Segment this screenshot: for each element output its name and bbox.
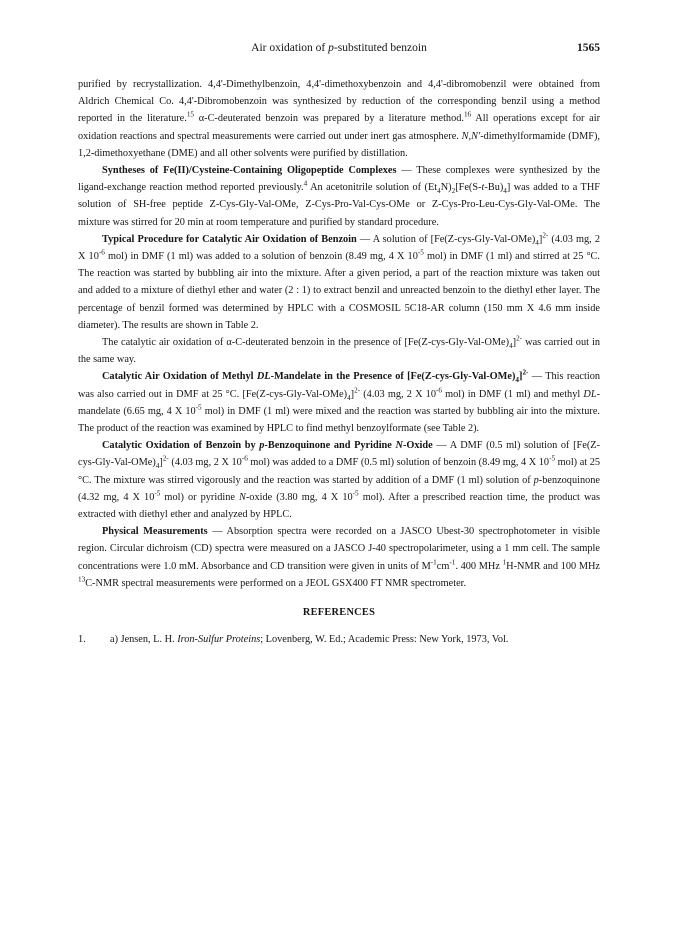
page-body	[78, 76, 600, 649]
section-heading-typical-procedure: Typical Procedure for Catalytic Air Oxidation of Benzoin	[102, 233, 357, 245]
paragraph-benzoquinone: Catalytic Oxidation of Benzoin by p-Benzoquinone and Pyridine N-Oxide — A DMF (0.5 ml) solution of $[Fe(Z-cys-Gly-Val-OMe)_4]^{2-}$ (4.03 mg, 2 X $10^{-6}$ mol) was added to a DMF (0.5 ml) solution of benzoin (8.49 mg, 4 X $10^{-5}$ mol) at 25 °C. The mixture was stirred vigorously and the reaction was started by addition of a DMF (1 ml) solution of p-benzoquinone (4.32 mg, 4 X $10^{-5}$ mol) or pyridine N-oxide (3.80 mg, 4 X $10^{-5}$ mol). After a prescribed reaction time, the product was extracted with diethyl ether and analyzed by HPLC.	[78, 440, 600, 521]
paragraph-materials: purified by recrystallization. 4,4'-Dimethylbenzoin, 4,4'-dimethoxybenzoin and 4,4'-dibromobenzil were obtained from Aldrich Chemical Co. 4,4'-Dibromobenzoin was synthesized by reduction of the corresponding benzil using a method reported in the literature.$^{15}$ α-C-deuterated benzoin was prepared by a literature method.$^{16}$ All operations except for air oxidation reactions and spectral measurements were carried out under inert gas atmosphere. N,N'-dimethylformamide (DMF), 1,2-dimethoxyethane (DME) and all other solvents were purified by distillation.	[78, 79, 600, 159]
section-heading-benzoquinone: Catalytic Oxidation of Benzoin by p-Benzoquinone and Pyridine N-Oxide	[102, 440, 433, 452]
paragraph-physical-measurements: Physical Measurements — Absorption spectra were recorded on a JASCO Ubest-30 spectrophotometer in visible region. Circular dichroism (CD) spectra were measured on a JASCO J-40 spectropolarimeter, using a 1 mm cell. The sample concentrations were 1.0 mM. Absorbance and CD transition were given in units of $M^{-1}cm^{-1}$. 400 MHz $^1$H-NMR and 100 MHz $^{13}$C-NMR spectral measurements were performed on a JEOL GSX400 FT NMR spectrometer.	[78, 526, 600, 589]
page-number: 1565	[577, 42, 600, 54]
paragraph-deuterated: The catalytic air oxidation of α-C-deuterated benzoin in the presence of $[Fe(Z-cys-Gly-Val-OMe)_4]^{2-}$ was carried out in the same way.	[78, 334, 601, 366]
references-heading: REFERENCES	[302, 607, 376, 619]
reference-item	[78, 631, 600, 648]
section-heading-syntheses: Syntheses of Fe(II)/Cysteine-Containing Oligopeptide Complexes	[102, 165, 397, 177]
running-title: Air oxidation of p-substituted benzoin	[251, 42, 427, 54]
paragraph-mandelate: Catalytic Air Oxidation of Methyl DL-Mandelate in the Presence of $[Fe(Z-cys-Gly-Val-OMe)_4]^{2-}$ — This reaction was also carried out in DMF at 25 °C. $[Fe(Z-cys-Gly-Val-OMe)_4]^{2-}$ (4.03 mg, 2 X $10^{-6}$ mol) in DMF (1 ml) and methyl DL-mandelate (6.65 mg, 4 X $10^{-5}$ mol) in DMF (1 ml) were mixed and the reaction was started by bubbling air into the mixture. The product of the reaction was examined by HPLC to find methyl benzoylformate (see Table 2).	[78, 369, 601, 435]
section-heading-mandelate: Catalytic Air Oxidation of Methyl DL-Mandelate in the Presence of $[Fe(Z-cys-Gly-Val-OMe)_4]^{2-}$	[102, 369, 529, 385]
section-heading-physical-measurements: Physical Measurements	[102, 526, 208, 538]
reference-number: 1.	[78, 634, 86, 646]
running-header	[78, 42, 600, 58]
reference-text: a) Jensen, L. H. Iron-Sulfur Proteins; Lovenberg, W. Ed.; Academic Press: New York, 1973, Vol.	[110, 634, 509, 646]
paragraph-syntheses: Syntheses of Fe(II)/Cysteine-Containing Oligopeptide Complexes — These complexes were synthesized by the ligand-exchange reaction method reported previously.$^4$ An acetonitrile solution of $(Et_4N)_2[Fe(S-t-Bu)_4]$ was added to a THF solution of SH-free peptide Z-Cys-Gly-Val-OMe, Z-Cys-Pro-Val-Cys-OMe or Z-Cys-Pro-Leu-Cys-Gly-Val-OMe. The mixture was stirred for 20 min at room temperature and purified by standard procedure.	[78, 165, 601, 228]
paragraph-typical-procedure: Typical Procedure for Catalytic Air Oxidation of Benzoin — A solution of $[Fe(Z-cys-Gly-Val-OMe)_4]^{2-}$ (4.03 mg, 2 X $10^{-6}$ mol) in DMF (1 ml) was added to a solution of benzoin (8.49 mg, 4 X $10^{-5}$ mol) in DMF (1 ml) and stirred at 25 °C. The reaction was started by bubbling air into the mixture. After a given period, a part of the reaction mixture was taken out and added to a mixture of diethyl ether and water (2 : 1) to extract benzil and unreacted benzoin to the diethyl ether layer. The percentage of benzil formed was determined by HPLC with a COSMOSIL 5C18-AR column (150 mm X 4.6 mm inside diameter). The results are shown in Table 2.	[78, 231, 601, 331]
